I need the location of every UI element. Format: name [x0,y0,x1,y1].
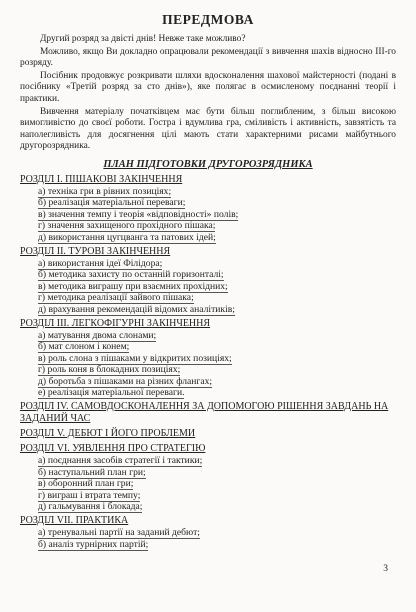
list-item: а) поєднання засобів стратегії і тактики; [38,455,203,467]
section-header: РОЗДІЛ VII. ПРАКТИКА [20,515,129,527]
section-header: РОЗДІЛ VI. УЯВЛЕННЯ ПРО СТРАТЕГІЮ [20,443,206,455]
section-7 [20,515,396,550]
list-item: д) гальмування і блокада; [38,501,143,513]
list-item: д) використання цугцванга та патових ідей; [38,231,216,243]
list-item: в) методика виграшу при взаємних прохідних; [38,280,228,292]
list-item: б) методика захисту по останній горизонталі; [38,269,224,281]
list-item: а) техніка гри в рівних позиціях; [38,185,172,197]
page-title: ПЕРЕДМОВА [162,12,254,27]
list-item: г) виграш і втрата темпу; [38,489,141,501]
list-item: б) мат слоном і конем; [38,341,130,353]
section-header: РОЗДІЛ V. ДЕБЮТ І ЙОГО ПРОБЛЕМИ [20,428,196,440]
section-header: РОЗДІЛ IV. САМОВДОСКОНАЛЕННЯ ЗА ДОПОМОГОЮ РІШЕННЯ ЗАВДАНЬ НА ЗАДАНИЙ ЧАС [20,401,389,425]
intro-paragraph: Можливо, якщо Ви докладно опрацювали рекомендації з вивчення шахів відносно ІІІ-го розряду. [20,46,396,69]
intro-paragraph: Посібник продовжує розкривати шляхи вдосконалення шахової майстерності (подані в посібнику «Третій розряд за сто днів»), яке полягає в осмисленому поєднанні теорії і практики. [20,70,396,104]
list-item: в) роль слона з пішаками у відкритих позиціях; [38,352,232,364]
list-item: а) тренувальні партії на заданий дебют; [38,527,200,539]
intro-text [20,34,396,153]
list-item: б) наступальний план гри; [38,466,146,478]
section-4 [20,401,396,425]
section-5 [20,428,396,440]
section-header: РОЗДІЛ ІІІ. ЛЕГКОФІГУРНІ ЗАКІНЧЕННЯ [20,318,211,329]
list-item: в) оборонний план гри; [38,478,134,490]
list-item: е) реалізація матеріальної переваги. [38,387,185,399]
section-items [20,330,396,398]
section-6 [20,443,396,512]
list-item: б) реалізація матеріальної переваги; [38,197,186,209]
section-header: РОЗДІЛ ІІ. ТУРОВІ ЗАКІНЧЕННЯ [20,245,171,257]
list-item: г) роль коня в блокадних позиціях; [38,364,181,376]
section-header: РОЗДІЛ І. ПІШАКОВІ ЗАКІНЧЕННЯ [20,173,183,185]
list-item: д) врахування рекомендацій відомих аналітиків; [38,303,235,315]
page-number: 3 [383,564,388,574]
list-item: г) значення захищеного прохідного пішака; [38,220,216,232]
intro-paragraph: Другий розряд за двісті днів! Невже таке можливо? [40,34,246,44]
section-3 [20,318,396,398]
section-2 [20,246,396,315]
list-item: в) значення темпу і теорія «відповідності» полів; [38,208,239,220]
list-item: б) аналіз турнірних партій; [38,538,149,550]
plan-title: ПЛАН ПІДГОТОВКИ ДРУГОРОЗРЯДНИКА [103,158,313,170]
section-items [20,258,396,315]
list-item: г) методика реалізації зайвого пішака; [38,292,194,304]
section-items [20,527,396,550]
intro-paragraph: Вивчення матеріалу початківцем має бути більш поглибленим, з більш високою вимогливістю до своєї роботи. Гостра і вдумлива гра, сміливість і активність, завзятість та наполегливість для досягнення цілі мають стати характерними рисами майбутнього другорозрядника. [20,106,396,152]
section-items [20,186,396,243]
list-item: а) використання ідеї Філідора; [38,257,163,269]
list-item: д) боротьба з пішаками на різних флангах; [38,375,213,387]
section-1 [20,174,396,243]
list-item: а) матування двома слонами; [38,330,157,341]
section-items [20,455,396,512]
